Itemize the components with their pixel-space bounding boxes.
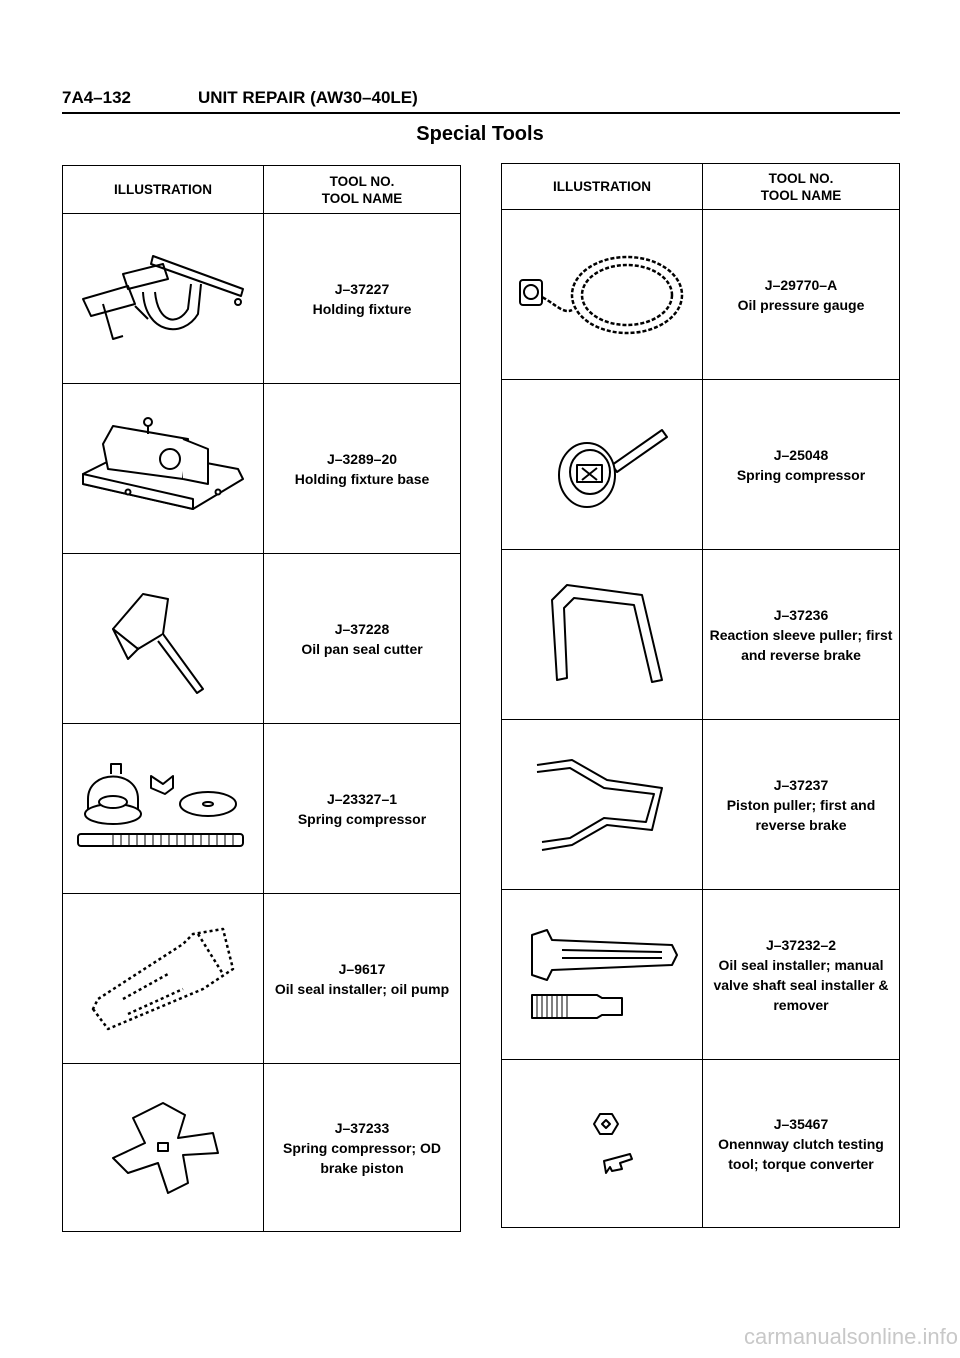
tool-info-cell bbox=[703, 890, 900, 1060]
tool-name: Piston puller; first and reverse brake bbox=[726, 796, 876, 833]
tool-number: J–37227 bbox=[334, 280, 390, 297]
tool-name: Oil pan seal cutter bbox=[301, 640, 423, 657]
illustration-header: ILLUSTRATION bbox=[63, 166, 264, 214]
illustration-cell bbox=[502, 1060, 703, 1228]
table-row bbox=[63, 724, 461, 894]
tool-number: J–29770–A bbox=[764, 276, 838, 293]
tool-info-cell bbox=[703, 210, 900, 380]
tool-number: J–37236 bbox=[773, 606, 829, 623]
tool-info-cell bbox=[264, 894, 461, 1064]
shaft-seal-installer-icon bbox=[512, 920, 692, 1030]
tool-name: Oil seal installer; manual valve shaft seal installer & remover bbox=[713, 956, 889, 1013]
table-row bbox=[502, 720, 900, 890]
tool-info-cell bbox=[264, 1064, 461, 1232]
watermark: carmanualsonline.info bbox=[743, 1324, 958, 1349]
tool-name: Onennway clutch testing tool; torque converter bbox=[718, 1135, 884, 1172]
tool-number: J–35467 bbox=[773, 1115, 829, 1132]
table-row bbox=[502, 550, 900, 720]
tool-name-header: TOOL NAME bbox=[321, 190, 403, 206]
pressure-gauge-icon bbox=[512, 240, 692, 350]
tool-name: Holding fixture base bbox=[294, 470, 430, 487]
table-row bbox=[63, 554, 461, 724]
illustration-cell bbox=[502, 890, 703, 1060]
tool-info-cell bbox=[703, 550, 900, 720]
tool-number: J–37232–2 bbox=[765, 936, 837, 953]
tool-number: J–3289–20 bbox=[326, 450, 398, 467]
illustration-cell bbox=[63, 894, 264, 1064]
illustration-cell bbox=[502, 720, 703, 890]
tool-header bbox=[703, 164, 900, 210]
table-row bbox=[502, 380, 900, 550]
table-row bbox=[502, 890, 900, 1060]
tool-number: J–37237 bbox=[773, 776, 829, 793]
seal-cutter-icon bbox=[73, 579, 253, 699]
tool-info-cell bbox=[703, 1060, 900, 1228]
cross-plate-icon bbox=[73, 1093, 253, 1203]
tools-table-left bbox=[62, 165, 461, 1232]
tool-name: Holding fixture bbox=[312, 300, 412, 317]
illustration-cell bbox=[502, 550, 703, 720]
illustration-cell bbox=[63, 554, 264, 724]
illustration-cell bbox=[63, 724, 264, 894]
table-row bbox=[502, 1060, 900, 1228]
tool-info-cell bbox=[264, 384, 461, 554]
table-row bbox=[63, 384, 461, 554]
tool-no-header: TOOL NO. bbox=[329, 173, 395, 189]
illustration-cell bbox=[63, 384, 264, 554]
tool-name-header: TOOL NAME bbox=[760, 187, 842, 203]
table-row bbox=[502, 210, 900, 380]
illustration-cell bbox=[63, 214, 264, 384]
tool-number: J–37233 bbox=[334, 1119, 390, 1136]
spring-compressor-icon bbox=[73, 754, 253, 864]
tool-info-cell bbox=[264, 724, 461, 894]
tool-name: Oil pressure gauge bbox=[737, 296, 865, 313]
tools-table-right bbox=[501, 163, 900, 1228]
page-title: Special Tools bbox=[416, 123, 544, 145]
tool-name: Reaction sleeve puller; first and reverse brake bbox=[709, 626, 893, 663]
tool-name: Spring compressor bbox=[736, 466, 866, 483]
tool-info-cell bbox=[264, 554, 461, 724]
tool-number: J–9617 bbox=[338, 960, 386, 977]
illustration-header: ILLUSTRATION bbox=[502, 164, 703, 210]
tool-number: J–23327–1 bbox=[326, 790, 398, 807]
tool-info-cell bbox=[703, 380, 900, 550]
tool-name: Oil seal installer; oil pump bbox=[274, 980, 450, 997]
illustration-cell bbox=[502, 380, 703, 550]
illustration-cell bbox=[502, 210, 703, 380]
tool-name: Spring compressor bbox=[297, 810, 427, 827]
tool-info-cell bbox=[703, 720, 900, 890]
sleeve-puller-icon bbox=[512, 580, 692, 690]
table-row bbox=[63, 1064, 461, 1232]
clutch-testing-tool-icon bbox=[512, 1089, 692, 1199]
header-rule bbox=[62, 112, 900, 114]
tool-number: J–37228 bbox=[334, 620, 390, 637]
holding-fixture-icon bbox=[73, 244, 253, 354]
tool-header bbox=[264, 166, 461, 214]
tool-name: Spring compressor; OD brake piston bbox=[283, 1139, 441, 1176]
piston-puller-icon bbox=[512, 750, 692, 860]
fixture-base-icon bbox=[73, 414, 253, 524]
spring-compressor-handle-icon bbox=[512, 410, 692, 520]
illustration-cell bbox=[63, 1064, 264, 1232]
tool-no-header: TOOL NO. bbox=[768, 170, 834, 186]
section-title: UNIT REPAIR (AW30–40LE) bbox=[198, 88, 418, 107]
table-row bbox=[63, 894, 461, 1064]
table-header-row bbox=[502, 164, 900, 210]
table-header-row bbox=[63, 166, 461, 214]
seal-installer-icon bbox=[73, 919, 253, 1039]
table-row bbox=[63, 214, 461, 384]
tool-info-cell bbox=[264, 214, 461, 384]
tool-number: J–25048 bbox=[773, 446, 829, 463]
page-number: 7A4–132 bbox=[62, 88, 132, 107]
